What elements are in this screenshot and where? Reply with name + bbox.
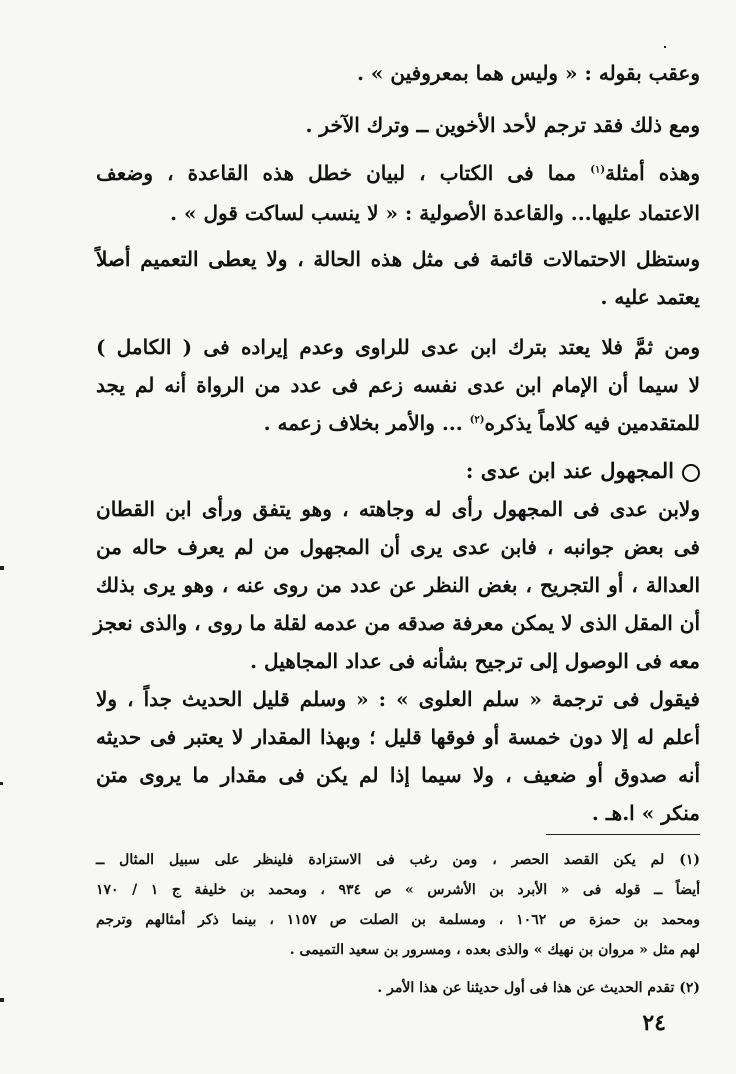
footnote-ref[interactable]: (١) (590, 164, 606, 176)
body-line: ومن ثمَّ فلا يعتد بترك ابن عدى للراوى وعدم إيراده فى ( الكامل ) (96, 335, 700, 359)
footnote-separator (546, 834, 700, 835)
circle-bullet-icon (682, 464, 700, 482)
body-line: أعلم له إلا دون خمسة أو فوقها قليل ؛ وبهذا المقدار لا يعتبر فى حديثه (96, 725, 700, 749)
text-run: ... والأمر بخلاف زعمه . (263, 411, 470, 435)
body-line: ولابن عدى فى المجهول رأى له وجاهته ، وهو يتفق ورأى ابن القطان (96, 497, 700, 521)
footnote-line: ومحمد بن حمزة ص ١٠٦٢ ، ومسلمة بن الصلت ص ١١٥٧ ، بينما ذكر أمثالهم وترجم (96, 912, 700, 928)
text-run: للمتقدمين فيه كلاماً يذكره (484, 411, 700, 435)
text-run: مما فى الكتاب ، لبيان خطل هذه القاعدة ، وضعف (96, 161, 591, 185)
section-heading-text: المجهول عند ابن عدى : (465, 458, 674, 483)
footnote-line: لهم مثل « مروان بن نهيك » والذى بعده ، ومسرور بن سعيد التميمى . (289, 942, 700, 958)
footnote-line: (٢) تقدم الحديث عن هذا فى أول حديثنا عن هذا الأمر . (377, 980, 700, 996)
body-line: أنه صدوق أو ضعيف ، ولا سيما إذا لم يكن فى مقدار ما يروى متن (96, 763, 700, 787)
section-heading (96, 452, 700, 490)
body-line: وستظل الاحتمالات قائمة فى مثل هذه الحالة ، ولا يعطى التعميم أصلاً (96, 247, 700, 271)
body-line: لا سيما أن الإمام ابن عدى نفسه زعم فى عدد من الرواة أنه لم يجد (96, 373, 700, 397)
page-number: ٢٤ (642, 1010, 666, 1036)
body-line: الاعتماد عليها... والقاعدة الأصولية : « لا ينسب لساكت قول » . (170, 201, 700, 225)
footnote-ref[interactable]: (٢) (469, 414, 485, 426)
body-line: يعتمد عليه . (600, 285, 700, 309)
body-line: فيقول فى ترجمة « سلم العلوى » : « وسلم قليل الحديث جداً ، ولا (96, 687, 700, 711)
scan-speck (0, 566, 4, 570)
body-line: العدالة ، أو التجريح ، بغض النظر عن عدد من روى عنه ، وهو يرى بذلك (96, 573, 700, 597)
body-line (96, 154, 700, 192)
footnote-line: أيضاً ــ قوله فى « الأبرد بن الأشرس » ص ٩٣٤ ، ومحمد بن خليفة ج ١ / ١٧٠ (96, 882, 701, 898)
text-run: وهذه أمثلة (605, 161, 700, 185)
footnote-line: (١) لم يكن القصد الحصر ، ومن رغب فى الاستزادة فلينظر على سبيل المثال ــ (96, 852, 700, 868)
body-line: أن المقل الذى لا يمكن معرفة صدقه من عدمه لقلة ما روى ، والذى نعجز (93, 611, 700, 635)
body-line: معه فى الوصول إلى ترجيح بشأنه فى عداد المجاهيل . (250, 649, 700, 673)
body-line: منكر » ا.هـ . (591, 801, 700, 825)
scan-speck (0, 998, 4, 1002)
body-line (96, 404, 700, 442)
body-line: فى بعض جوانبه ، فابن عدى يرى أن المجهول من لم يعرف حاله من (96, 535, 700, 559)
scan-speck (0, 782, 3, 785)
body-line: وعقب بقوله : « وليس هما بمعروفين » . (356, 61, 700, 85)
body-line: ومع ذلك فقد ترجم لأحد الأخوين ــ وترك الآخر . (305, 113, 700, 137)
scan-speck (664, 46, 666, 48)
